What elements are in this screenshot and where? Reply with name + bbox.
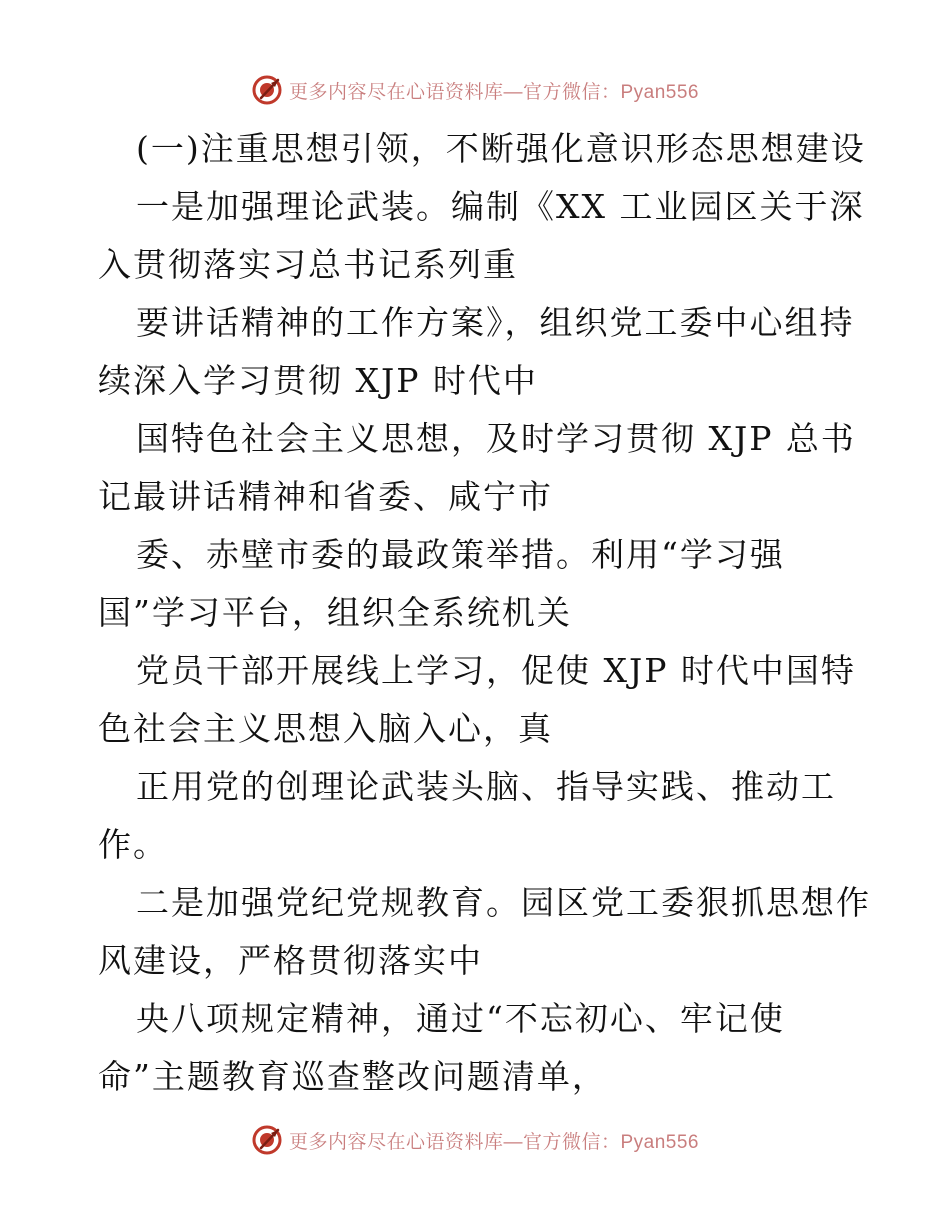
paragraph-line: 要讲话精神的工作方案》，组织党工委中心组持 (136, 303, 855, 342)
footer-banner-text: 更多内容尽在心语资料库—官方微信：Pyan556 (288, 1131, 699, 1153)
section-heading: (一)注重思想引领，不断强化意识形态思想建设 (136, 129, 866, 168)
document-body (98, 120, 871, 1106)
paragraph-line: 风建设，严格贯彻落实中 (98, 941, 483, 980)
paragraph-line: 党员干部开展线上学习，促使 XJP 时代中国特 (136, 651, 856, 690)
paragraph-line: 正用党的创理论武装头脑、指导实践、推动工 (136, 767, 836, 806)
paragraph-line: 色社会主义思想入脑入心，真 (98, 709, 553, 748)
paragraph-line: 二是加强党纪党规教育。园区党工委狠抓思想作 (136, 883, 871, 922)
paragraph-line: 入贯彻落实习总书记系列重 (98, 245, 518, 284)
header-banner (0, 70, 950, 110)
quill-seal-icon (251, 74, 283, 106)
paragraph-line: 委、赤壁市委的最政策举措。利用“学习强 (136, 535, 785, 574)
paragraph-line: 国”学习平台，组织全系统机关 (98, 593, 572, 632)
footer-banner (0, 1120, 950, 1160)
paragraph-line: 记最讲话精神和省委、咸宁市 (98, 477, 553, 516)
paragraph-line: 命”主题教育巡查整改问题清单， (98, 1057, 607, 1096)
paragraph-line: 续深入学习贯彻 XJP 时代中 (98, 361, 538, 400)
paragraph-line: 国特色社会主义思想，及时学习贯彻 XJP 总书 (136, 419, 856, 458)
quill-seal-icon (251, 1124, 283, 1156)
paragraph-line: 作。 (98, 825, 168, 864)
header-banner-text: 更多内容尽在心语资料库—官方微信：Pyan556 (288, 81, 699, 103)
paragraph-line: 央八项规定精神，通过“不忘初心、牢记使 (136, 999, 785, 1038)
paragraph-line: 一是加强理论武装。编制《XX 工业园区关于深 (136, 187, 865, 226)
